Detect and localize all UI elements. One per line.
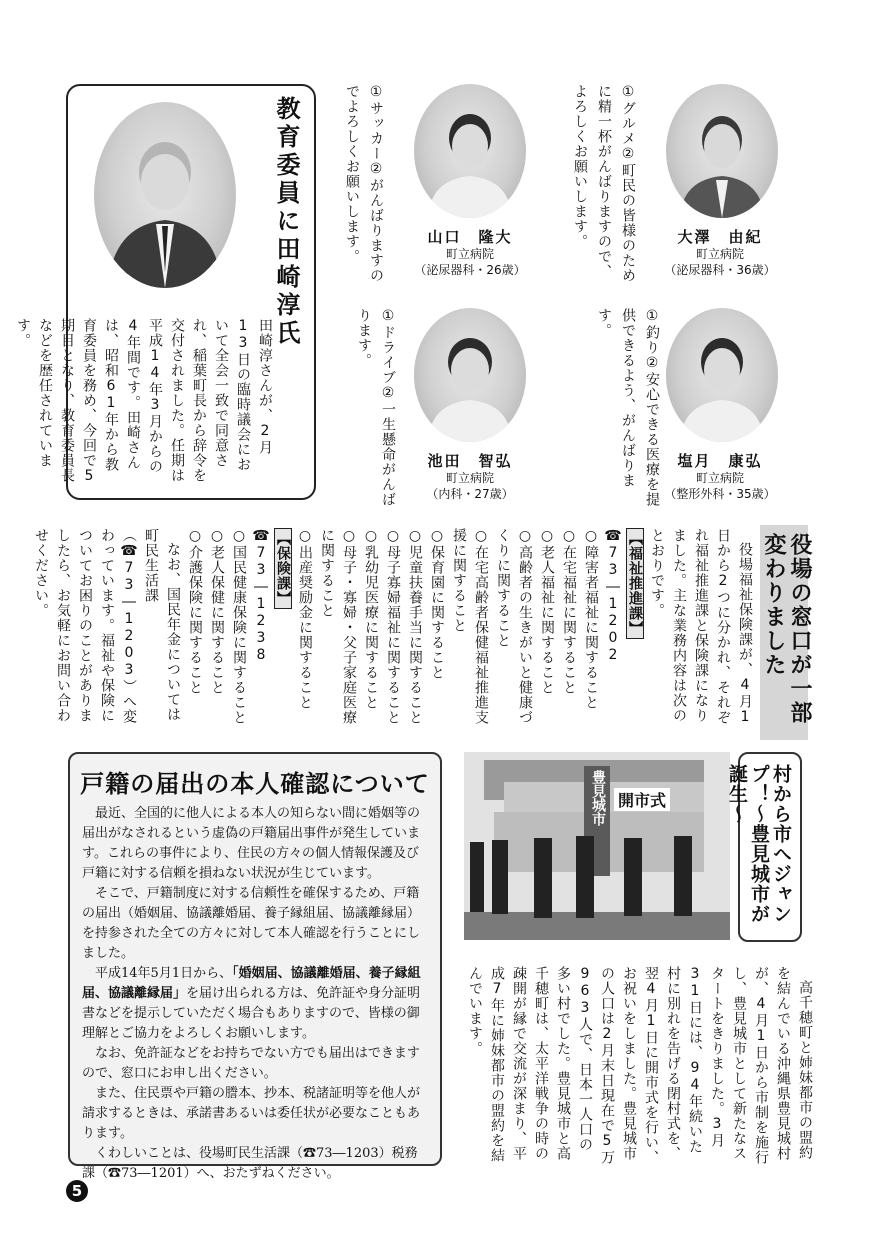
yakuba-intro: 役場福祉保険課が、4月1日から2つに分かれ、それぞれ福祉推進課と保険課になりました。主な業務内容は次のとおりです。 [649, 528, 753, 726]
city-body: 高千穂町と姉妹都市の盟約を結んでいる沖縄県豊見城村が、4月1日から市制を施行し、豊見城市として新たなスタートをきりました。3月31日には、94年続いた村に別れを告げる閉村式を、翌4月1日に開市式を行い、お祝いをしました。豊見城市の人口は2月末日現在で5万963人で、日本一人口の多い村でした。豊見城市と高千穂町は、太平洋戦争の時の疎開が縁で交流が深まり、平成7年に姉妹都市の盟約を結んでいます。 [467, 966, 813, 1165]
insurance-item: ○介護保険に関すること [187, 528, 203, 695]
welfare-dept-name: 【福祉推進課】 [626, 528, 644, 639]
welfare-item: ○保育園に関すること [429, 528, 445, 680]
insurance-item: ○国民健康保険に関すること [231, 528, 247, 725]
page-number: 5 [66, 1180, 88, 1202]
staff-dept-ikeda: （内科・27歳） [426, 487, 514, 501]
insurance-item: ○老人保健に関すること [209, 528, 225, 695]
koseki-title: 戸籍の届出の本人確認について [80, 770, 430, 798]
staff-photo-osawa [666, 84, 778, 218]
staff-photo-ikeda [414, 308, 526, 442]
city-title-box [726, 752, 802, 942]
yakuba-body [33, 528, 756, 728]
welfare-item: ○老人福祉に関すること [539, 528, 555, 695]
city-sign-text: 開市式 [614, 788, 670, 811]
staff-message-ikeda: ①ドライブ②一生懸命がんばります。 [356, 308, 396, 507]
koseki-body [82, 804, 428, 1184]
staff-hospital-shiotsuki: 町立病院 [695, 471, 744, 485]
welfare-header [602, 528, 646, 728]
education-body: 田崎淳さんが、2月13日の臨時議会において全会一致で同意され、稲葉町長から辞令を交付されました。任期は平成14年3月からの4年間です。田崎さんは、昭和61年から教育委員を務め、今回で5期目となり、教育委員長などを歴任されています。 [15, 318, 273, 485]
city-title: 村から市へジャンプ！～豊見城市が誕生～ [726, 764, 792, 924]
city-ceremony-photo [464, 752, 730, 940]
koseki-paragraph: くわしいことは、役場町民生活課（☎73―1203）税務課（☎73―1201）へ、おたずねください。 [82, 1146, 418, 1181]
koseki-paragraph: なお、免許証などをお持ちでない方でも届出はできますので、窓口にお申し出ください。 [82, 1046, 420, 1081]
welfare-item: ○母子・寡婦・父子家庭医療に関すること [319, 528, 357, 725]
education-photo [94, 102, 236, 288]
yakuba-title-box [760, 525, 812, 740]
yakuba-note: なお、国民年金については町民生活課（☎73―1203）へ変わっています。福祉や保険についてお困りのことがありましたら、お気軽にお問い合わせください。 [33, 528, 181, 724]
staff-photo-yamaguchi [414, 84, 526, 218]
staff-message-yamaguchi: ①サッカー②がんばりますのでよろしくお願いします。 [344, 84, 384, 283]
koseki-forms: 「婚姻届、協議離婚届、養子縁組届、協議離縁届」 [82, 966, 421, 1001]
welfare-item: ○母子寡婦福祉に関すること [385, 528, 401, 725]
koseki-paragraph [82, 964, 428, 1044]
koseki-article [68, 752, 442, 1181]
koseki-detail: を届け出られる方は、免許証や身分証明書などを提示していただく場合もありますので、皆様の御理解とご協力をよろしくお願いします。 [82, 986, 421, 1041]
staff-hospital-ikeda: 町立病院 [445, 471, 494, 485]
staff-dept-yamaguchi: （泌尿器科・26歳） [414, 263, 526, 277]
koseki-date: 平成14年5月1日から、 [95, 966, 233, 981]
welfare-item: ○乳幼児医療に関すること [363, 528, 379, 710]
welfare-item: ○児童扶養手当に関すること [407, 528, 423, 725]
staff-message-shiotsuki: ①釣り②安心できる医療を提供できるよう、がんばります。 [596, 308, 660, 507]
koseki-paragraph: また、住民票や戸籍の謄本、抄本、税諸証明等を他人が請求するときは、承諾書あるいは委任状が必要なこともあります。 [82, 1086, 421, 1141]
welfare-item: ○障害者福祉に関すること [583, 528, 599, 710]
insurance-header [250, 528, 294, 728]
staff-hospital-osawa: 町立病院 [695, 247, 744, 261]
staff-photo-shiotsuki [666, 308, 778, 442]
insurance-tel: ☎73―1238 [253, 528, 269, 664]
insurance-dept-name: 【保険課】 [274, 528, 292, 609]
welfare-item: ○出産奨励金に関すること [297, 528, 313, 710]
staff-message-osawa: ①グルメ②町民の皆様のために精一杯がんばりますので、よろしくお願いします。 [572, 84, 636, 283]
staff-name-osawa: 大澤 由紀 [677, 228, 763, 246]
staff-dept-osawa: （泌尿器科・36歳） [664, 263, 776, 277]
city-banner-text: 豊見城市 [590, 770, 606, 826]
koseki-paragraph: 最近、全国的に他人による本人の知らない間に婚姻等の届出がなされるという虚偽の戸籍届出事件が発生しています。これらの事件により、住民の方々の個人情報保護及び戸籍に対する信頼を損ねない状況が生じています。 [82, 806, 421, 881]
welfare-tel: ☎73―1202 [605, 528, 621, 664]
yakuba-title: 役場の窓口が一部変わりました [761, 533, 812, 725]
staff-name-shiotsuki: 塩月 康弘 [677, 452, 763, 470]
staff-dept-shiotsuki: （整形外科・35歳） [664, 487, 776, 501]
staff-name-ikeda: 池田 智弘 [427, 452, 513, 470]
education-article [15, 84, 316, 500]
koseki-paragraph: そこで、戸籍制度に対する信頼性を確保するため、戸籍の届出（婚姻届、協議離婚届、養子縁組届、協議離縁届）を持参された全ての方々に対して本人確認を行うことにしました。 [82, 886, 421, 961]
staff-name-yamaguchi: 山口 隆大 [427, 228, 513, 246]
welfare-item: ○在宅高齢者保健福祉推進支援に関すること [451, 528, 489, 725]
welfare-item: ○在宅福祉に関すること [561, 528, 577, 695]
education-title: 教育委員に田崎淳氏 [272, 96, 300, 348]
staff-hospital-yamaguchi: 町立病院 [445, 247, 494, 261]
welfare-item: ○高齢者の生きがいと健康づくりに関すること [495, 528, 533, 725]
